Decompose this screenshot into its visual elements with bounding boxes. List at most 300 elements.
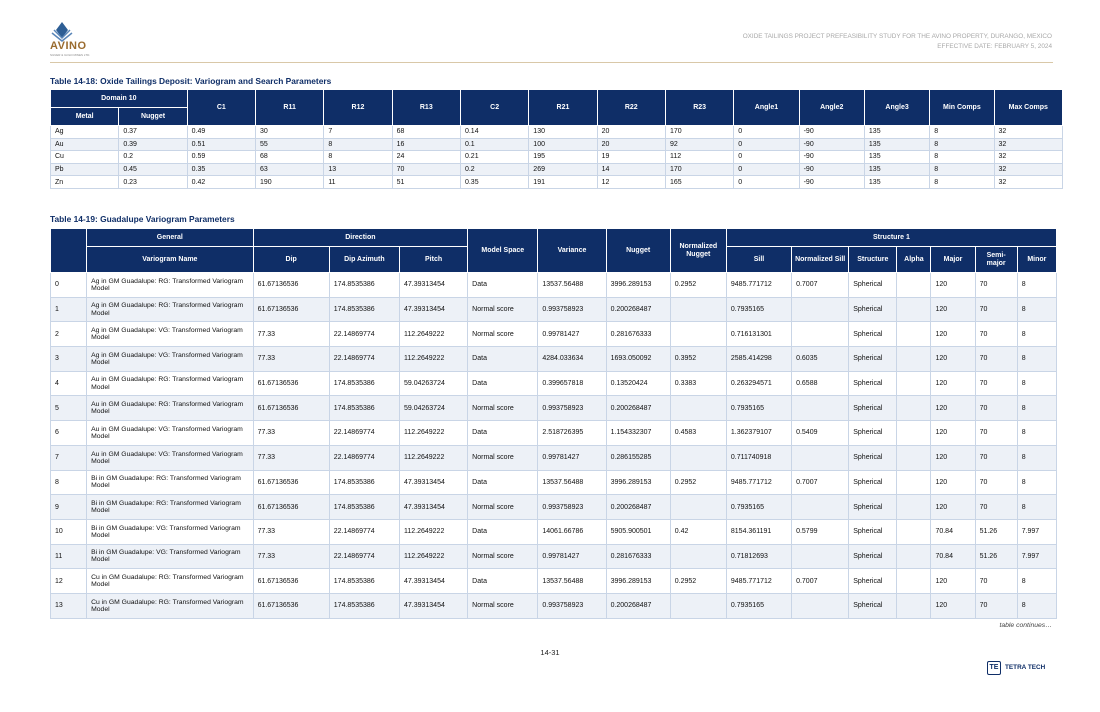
table-cell: 0.7935165 <box>726 297 791 322</box>
table-cell: 19 <box>597 151 665 164</box>
table-cell: 8 <box>930 176 994 189</box>
table-cell <box>792 445 849 470</box>
table-row <box>51 421 1057 446</box>
table-cell: 0.99781427 <box>538 445 606 470</box>
table-cell: Cu <box>51 151 119 164</box>
table-cell: Spherical <box>849 371 897 396</box>
table-cell: 47.39313454 <box>399 569 467 594</box>
table-cell: 0.23 <box>119 176 187 189</box>
table-cell: 0.1 <box>460 138 528 151</box>
table-cell: 11 <box>324 176 392 189</box>
variogram-name-cell: Au in GM Guadalupe: RG: Transformed Variogram Model <box>87 396 253 421</box>
table-cell: 2585.414298 <box>726 347 791 372</box>
column-header: R12 <box>324 90 392 126</box>
column-header: Min Comps <box>930 90 994 126</box>
table-cell <box>670 593 726 618</box>
table-cell: 5905.900501 <box>606 519 670 544</box>
table-cell: 170 <box>665 163 733 176</box>
table-cell: 135 <box>864 126 929 139</box>
table-cell: 135 <box>864 176 929 189</box>
table-cell: 70 <box>975 593 1017 618</box>
table-cell: Normal score <box>468 495 538 520</box>
table-cell <box>897 396 931 421</box>
column-header: Sill <box>726 247 791 273</box>
table-cell: 30 <box>255 126 323 139</box>
table-cell: 0.14 <box>460 126 528 139</box>
table-cell: 22.14869774 <box>329 347 399 372</box>
table-cell: 0.993758923 <box>538 396 606 421</box>
table-cell: 9485.771712 <box>726 273 791 298</box>
table-cell: Ag <box>51 126 119 139</box>
table-cell <box>792 297 849 322</box>
table-cell: 61.67136536 <box>253 569 329 594</box>
table-cell: 170 <box>665 126 733 139</box>
table-cell: 112.2649222 <box>399 421 467 446</box>
table-cell: 120 <box>931 593 975 618</box>
column-header: R22 <box>597 90 665 126</box>
table-cell: Data <box>468 371 538 396</box>
table-cell: 0.716131301 <box>726 322 791 347</box>
table-cell: 120 <box>931 273 975 298</box>
table-cell: 120 <box>931 470 975 495</box>
table-cell: -90 <box>799 163 864 176</box>
logo-wordmark: AVINO <box>50 40 87 52</box>
group-header: Domain 10 <box>51 90 188 108</box>
table-cell: 70 <box>392 163 460 176</box>
table-cell <box>897 322 931 347</box>
table-cell: 0.200268487 <box>606 495 670 520</box>
table-row <box>51 347 1057 372</box>
variogram-name-cell: Bi in GM Guadalupe: VG: Transformed Variogram Model <box>87 544 253 569</box>
table-cell: -90 <box>799 176 864 189</box>
table-cell <box>897 593 931 618</box>
table-cell: 165 <box>665 176 733 189</box>
table-cell: Data <box>468 347 538 372</box>
table-cell: 4284.033634 <box>538 347 606 372</box>
table-cell: 9 <box>51 495 87 520</box>
table-cell: -90 <box>799 126 864 139</box>
column-header: Minor <box>1017 247 1056 273</box>
table-cell: 22.14869774 <box>329 445 399 470</box>
column-header: Normalized Sill <box>792 247 849 273</box>
table-row <box>51 593 1057 618</box>
column-header: Metal <box>51 108 119 126</box>
table-cell <box>897 519 931 544</box>
table-cell: -90 <box>799 151 864 164</box>
table-cell: 3996.289153 <box>606 569 670 594</box>
table-cell: 47.39313454 <box>399 273 467 298</box>
table-cell: 0.200268487 <box>606 396 670 421</box>
table-cell: 0.5409 <box>792 421 849 446</box>
header-divider <box>50 62 1053 63</box>
table-cell: 61.67136536 <box>253 396 329 421</box>
table-cell <box>670 297 726 322</box>
table-cell: 59.04263724 <box>399 371 467 396</box>
table-cell <box>897 347 931 372</box>
table-cell: 1.362379107 <box>726 421 791 446</box>
table-cell: 70 <box>975 347 1017 372</box>
table-cell: 0 <box>734 126 799 139</box>
table-cell <box>897 273 931 298</box>
table-cell: 120 <box>931 396 975 421</box>
table-cell: 70 <box>975 322 1017 347</box>
table-row <box>51 495 1057 520</box>
column-header: Variogram Name <box>87 247 253 273</box>
table-cell: 0 <box>734 176 799 189</box>
table-cell: 135 <box>864 151 929 164</box>
table-cell: 112.2649222 <box>399 347 467 372</box>
table-cell: 100 <box>529 138 597 151</box>
table-cell: 47.39313454 <box>399 297 467 322</box>
table-cell: Normal score <box>468 445 538 470</box>
table-cell: 70 <box>975 421 1017 446</box>
table-cell <box>897 569 931 594</box>
column-header: Normalized Nugget <box>670 229 726 273</box>
table-cell: 0.263294571 <box>726 371 791 396</box>
table-cell <box>897 421 931 446</box>
table-cell: 77.33 <box>253 322 329 347</box>
table-14-18-title: Table 14-18: Oxide Tailings Deposit: Variogram and Search Parameters <box>50 76 332 86</box>
table-cell: 55 <box>255 138 323 151</box>
table-cell: 14061.66786 <box>538 519 606 544</box>
table-cell: 1693.050092 <box>606 347 670 372</box>
table-cell: 9485.771712 <box>726 470 791 495</box>
table-cell: 70 <box>975 495 1017 520</box>
table-row <box>51 176 1063 189</box>
table-cell: 112 <box>665 151 733 164</box>
table-cell: 8 <box>1017 593 1056 618</box>
column-header: Angle2 <box>799 90 864 126</box>
table-cell: Normal score <box>468 593 538 618</box>
table-cell: 8 <box>930 163 994 176</box>
table-cell: Spherical <box>849 569 897 594</box>
table-cell: 11 <box>51 544 87 569</box>
table-cell: 13 <box>324 163 392 176</box>
table-cell: Spherical <box>849 347 897 372</box>
table-cell: 32 <box>994 151 1062 164</box>
table-cell: Normal score <box>468 396 538 421</box>
table-cell: 8 <box>930 151 994 164</box>
table-cell: 70 <box>975 396 1017 421</box>
logo-tagline: SILVER & GOLD MINES LTD. <box>50 53 91 57</box>
table-14-19-title: Table 14-19: Guadalupe Variogram Parameters <box>50 214 235 224</box>
table-cell: 120 <box>931 297 975 322</box>
table-cell: 0.7935165 <box>726 396 791 421</box>
table-cell: 174.8535386 <box>329 273 399 298</box>
table-cell: 269 <box>529 163 597 176</box>
table-cell: 8 <box>1017 273 1056 298</box>
table-cell: 14 <box>597 163 665 176</box>
table-cell: 190 <box>255 176 323 189</box>
group-header-direction: Direction <box>253 229 468 247</box>
table-cell: 47.39313454 <box>399 593 467 618</box>
table-cell: 130 <box>529 126 597 139</box>
table-row <box>51 126 1063 139</box>
table-cell: 70 <box>975 569 1017 594</box>
column-header: Major <box>931 247 975 273</box>
table-cell: 8 <box>1017 347 1056 372</box>
table-cell: 0.99781427 <box>538 544 606 569</box>
table-cell <box>792 495 849 520</box>
table-row <box>51 371 1057 396</box>
table-cell: 0.2952 <box>670 569 726 594</box>
table-cell: 16 <box>392 138 460 151</box>
table-cell: Spherical <box>849 593 897 618</box>
table-cell: 0.49 <box>187 126 255 139</box>
column-header: Structure <box>849 247 897 273</box>
table-cell: 61.67136536 <box>253 297 329 322</box>
table-cell: Data <box>468 470 538 495</box>
table-cell: 22.14869774 <box>329 544 399 569</box>
table-cell: 70.84 <box>931 544 975 569</box>
table-cell: Normal score <box>468 544 538 569</box>
table-cell: 61.67136536 <box>253 470 329 495</box>
table-row <box>51 445 1057 470</box>
table-cell: 0.2 <box>460 163 528 176</box>
variogram-name-cell: Cu in GM Guadalupe: RG: Transformed Variogram Model <box>87 569 253 594</box>
table-cell: 0.35 <box>187 163 255 176</box>
table-cell: 61.67136536 <box>253 273 329 298</box>
table-cell: 174.8535386 <box>329 396 399 421</box>
table-cell: 7 <box>51 445 87 470</box>
table-cell: 47.39313454 <box>399 470 467 495</box>
column-header: R21 <box>529 90 597 126</box>
tetra-tech-logo-icon: TE <box>987 661 1001 675</box>
table-cell: 174.8535386 <box>329 569 399 594</box>
table-cell <box>792 322 849 347</box>
table-cell: 0 <box>51 273 87 298</box>
column-header: R23 <box>665 90 733 126</box>
table-cell: 70 <box>975 470 1017 495</box>
guadalupe-variogram-table <box>50 228 1057 619</box>
table-cell: Data <box>468 519 538 544</box>
table-cell: 191 <box>529 176 597 189</box>
table-cell: 0.281676333 <box>606 322 670 347</box>
table-cell: 32 <box>994 126 1062 139</box>
table-cell: 61.67136536 <box>253 593 329 618</box>
table-cell: 1.154332307 <box>606 421 670 446</box>
table-cell: Spherical <box>849 421 897 446</box>
table-cell <box>897 544 931 569</box>
table-cell: 0.35 <box>460 176 528 189</box>
table-cell: 0.7007 <box>792 273 849 298</box>
table-cell: 8 <box>1017 445 1056 470</box>
variogram-name-cell: Cu in GM Guadalupe: RG: Transformed Variogram Model <box>87 593 253 618</box>
table-cell: 0.7007 <box>792 470 849 495</box>
table-cell: 32 <box>994 176 1062 189</box>
table-cell: 120 <box>931 569 975 594</box>
variogram-name-cell: Ag in GM Guadalupe: VG: Transformed Variogram Model <box>87 347 253 372</box>
column-header: C1 <box>187 90 255 126</box>
table-cell: 2 <box>51 322 87 347</box>
table-cell: 0.71812693 <box>726 544 791 569</box>
column-header: Pitch <box>399 247 467 273</box>
table-cell: Pb <box>51 163 119 176</box>
table-cell: 174.8535386 <box>329 593 399 618</box>
column-header: Nugget <box>606 229 670 273</box>
column-header: C2 <box>460 90 528 126</box>
tetra-tech-wordmark: TETRA TECH <box>1005 664 1046 671</box>
table-cell: 22.14869774 <box>329 322 399 347</box>
table-cell: 7.997 <box>1017 519 1056 544</box>
table-cell: 51.26 <box>975 519 1017 544</box>
column-header: R13 <box>392 90 460 126</box>
table-cell: 0.993758923 <box>538 495 606 520</box>
table-cell: 0.711740918 <box>726 445 791 470</box>
column-header: R11 <box>255 90 323 126</box>
table-row <box>51 273 1057 298</box>
table-cell: 112.2649222 <box>399 544 467 569</box>
table-cell: 174.8535386 <box>329 297 399 322</box>
table-cell: 8 <box>1017 569 1056 594</box>
table-row <box>51 138 1063 151</box>
table-cell: 0.42 <box>670 519 726 544</box>
table-cell: 8 <box>1017 322 1056 347</box>
page-number: 14-31 <box>540 648 560 657</box>
table-cell: 13537.56488 <box>538 569 606 594</box>
table-cell: 0.399657818 <box>538 371 606 396</box>
variogram-name-cell: Au in GM Guadalupe: RG: Transformed Variogram Model <box>87 371 253 396</box>
table-cell: 0.3383 <box>670 371 726 396</box>
table-cell: 0.281676333 <box>606 544 670 569</box>
table-cell: 68 <box>392 126 460 139</box>
table-cell: 135 <box>864 138 929 151</box>
table-cell: 0.6035 <box>792 347 849 372</box>
column-header: Variance <box>538 229 606 273</box>
table-cell: Spherical <box>849 396 897 421</box>
table-row <box>51 396 1057 421</box>
table-row <box>51 544 1057 569</box>
table-cell: 6 <box>51 421 87 446</box>
table-cell: 8 <box>1017 470 1056 495</box>
table-cell <box>897 495 931 520</box>
table-cell: 112.2649222 <box>399 445 467 470</box>
table-cell: 77.33 <box>253 347 329 372</box>
table-cell: 10 <box>51 519 87 544</box>
table-cell: 3996.289153 <box>606 273 670 298</box>
table-cell: 0.3952 <box>670 347 726 372</box>
table-row <box>51 519 1057 544</box>
variogram-search-table <box>50 89 1063 189</box>
table-cell: 7 <box>324 126 392 139</box>
table-cell: 9485.771712 <box>726 569 791 594</box>
table-cell: 0.21 <box>460 151 528 164</box>
effective-date: EFFECTIVE DATE: FEBRUARY 5, 2024 <box>937 43 1052 50</box>
table-cell: 70 <box>975 297 1017 322</box>
table-cell: 68 <box>255 151 323 164</box>
table-cell: 32 <box>994 138 1062 151</box>
table-cell: 0.13520424 <box>606 371 670 396</box>
table-cell <box>670 445 726 470</box>
table-cell: 70 <box>975 445 1017 470</box>
table-cell: 22.14869774 <box>329 519 399 544</box>
table-cell: 120 <box>931 347 975 372</box>
table-cell: 3 <box>51 347 87 372</box>
table-cell: Spherical <box>849 470 897 495</box>
table-cell <box>670 322 726 347</box>
table-row <box>51 569 1057 594</box>
table-cell <box>670 396 726 421</box>
table-cell: 70.84 <box>931 519 975 544</box>
table-cell: 8154.361191 <box>726 519 791 544</box>
table-cell <box>792 544 849 569</box>
table-cell: 0.2952 <box>670 470 726 495</box>
table-cell: -90 <box>799 138 864 151</box>
report-title: OXIDE TAILINGS PROJECT PREFEASIBILITY STUDY FOR THE AVINO PROPERTY, DURANGO, MEXICO <box>742 33 1052 40</box>
table-cell: 24 <box>392 151 460 164</box>
table-cell: 0.6588 <box>792 371 849 396</box>
column-header: Dip Azimuth <box>329 247 399 273</box>
table-cell <box>670 544 726 569</box>
table-cell: 8 <box>51 470 87 495</box>
table-cell: 8 <box>1017 371 1056 396</box>
table-cell: 12 <box>51 569 87 594</box>
table-cell: 47.39313454 <box>399 495 467 520</box>
table-cell: 120 <box>931 445 975 470</box>
table-cell: 77.33 <box>253 519 329 544</box>
table-cell: 120 <box>931 371 975 396</box>
table-cell: 22.14869774 <box>329 421 399 446</box>
table-cell: 2.518726395 <box>538 421 606 446</box>
table-cell: 61.67136536 <box>253 371 329 396</box>
table-cell: 51.26 <box>975 544 1017 569</box>
table-row <box>51 322 1057 347</box>
table-cell: 8 <box>324 151 392 164</box>
variogram-name-cell: Ag in GM Guadalupe: RG: Transformed Variogram Model <box>87 297 253 322</box>
column-header: Angle3 <box>864 90 929 126</box>
table-cell: 0.2 <box>119 151 187 164</box>
table-cell: 13537.56488 <box>538 470 606 495</box>
table-cell <box>670 495 726 520</box>
column-header: Max Comps <box>994 90 1062 126</box>
table-cell: 112.2649222 <box>399 322 467 347</box>
column-header: Model Space <box>468 229 538 273</box>
table-cell: 51 <box>392 176 460 189</box>
table-cell: 0 <box>734 138 799 151</box>
table-cell: 0 <box>734 163 799 176</box>
table-cell: 4 <box>51 371 87 396</box>
table-cell: 0 <box>734 151 799 164</box>
table-cell: 8 <box>1017 396 1056 421</box>
table-cell: 174.8535386 <box>329 495 399 520</box>
table-cell: 0.200268487 <box>606 297 670 322</box>
table-cell: 0.286155285 <box>606 445 670 470</box>
table-cell: 7.997 <box>1017 544 1056 569</box>
table-cell: 32 <box>994 163 1062 176</box>
table-cell: 61.67136536 <box>253 495 329 520</box>
table-cell: 77.33 <box>253 421 329 446</box>
table-cell: 120 <box>931 495 975 520</box>
group-header-general: General <box>87 229 253 247</box>
table-cell: 120 <box>931 421 975 446</box>
table-cell: 8 <box>1017 495 1056 520</box>
table-cell: 70 <box>975 371 1017 396</box>
table-cell: 77.33 <box>253 544 329 569</box>
table-cell: 20 <box>597 138 665 151</box>
table-cell <box>897 445 931 470</box>
table-cell: 0.59 <box>187 151 255 164</box>
table-cell: 0.7007 <box>792 569 849 594</box>
table-cell: 0.5799 <box>792 519 849 544</box>
table-cell: 0.51 <box>187 138 255 151</box>
table-cell <box>792 396 849 421</box>
table-cell: 0.7935165 <box>726 593 791 618</box>
table-cell <box>897 470 931 495</box>
table-cell: 0.39 <box>119 138 187 151</box>
table-cell: 120 <box>931 322 975 347</box>
table-cell: Spherical <box>849 445 897 470</box>
column-header: Angle1 <box>734 90 799 126</box>
